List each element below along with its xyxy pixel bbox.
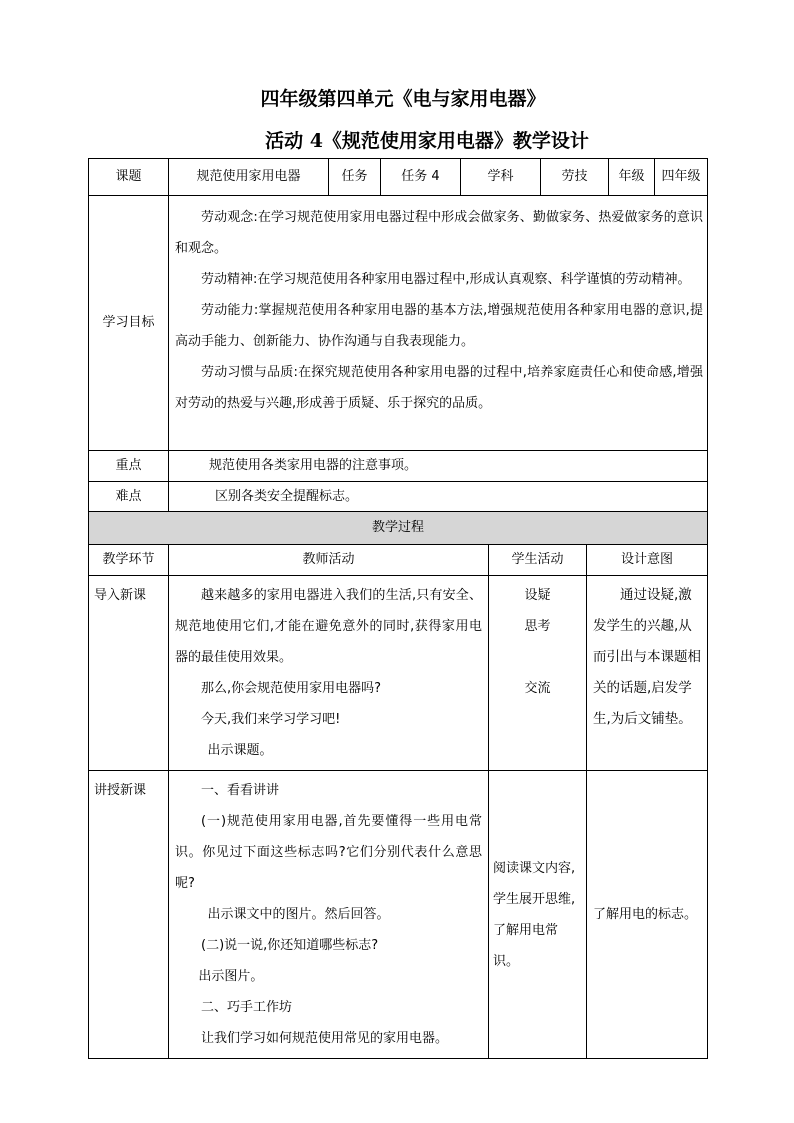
teacher-paragraph: 出示图片。 [198, 969, 264, 984]
topic-label: 课题 [89, 159, 169, 196]
intro-design-intent [587, 576, 708, 771]
objectives-label: 学习目标 [89, 196, 169, 451]
teacher-paragraph: (一)规范使用家用电器,首先要懂得一些用电常识。你见过下面这些标志吗?它们分别代表什么意思呢? [175, 814, 482, 891]
task-value: 任务 4 [381, 159, 461, 196]
subject-value: 劳技 [541, 159, 609, 196]
column-header: 设计意图 [587, 545, 708, 576]
key-point-row [89, 451, 708, 482]
lecture-teacher-activity [169, 771, 489, 1059]
teacher-paragraph: 让我们学习如何规范使用常见的家用电器。 [201, 1031, 449, 1046]
difficulty-row [89, 482, 708, 513]
teacher-paragraph: 出示课文中的图片。然后回答。 [207, 907, 390, 922]
difficulty-value: 区别各类安全提醒标志。 [169, 482, 708, 513]
intro-teacher-activity [169, 576, 489, 771]
topic-value: 规范使用家用电器 [169, 159, 329, 196]
intro-stage: 导入新课 [89, 576, 169, 771]
teacher-paragraph: 今天,我们来学习学习吧! [201, 712, 341, 727]
grade-value: 四年级 [655, 159, 708, 196]
header-row [89, 159, 708, 196]
teacher-paragraph: 一、看看讲讲 [201, 783, 280, 798]
objectives-content [169, 196, 708, 451]
teaching-process-table [88, 511, 708, 1059]
student-activity-item: 交流 [524, 681, 551, 696]
column-header: 教学环节 [89, 545, 169, 576]
lecture-student-activity: 阅读课文内容,学生展开思维,了解用电常识。 [489, 771, 587, 1059]
design-intent-text: 通过设疑,激发学生的兴趣,从而引出与本课题相关的话题,启发学生,为后文铺垫。 [593, 587, 701, 727]
objective-paragraph: 劳动习惯与品质:在探究规范使用各种家用电器的过程中,培养家庭责任心和使命感,增强对劳动的热爱与兴趣,形成善于质疑、乐于探究的品质。 [175, 365, 703, 411]
column-header-row [89, 545, 708, 576]
student-activity-item [489, 642, 586, 673]
lecture-stage: 讲授新课 [89, 771, 169, 1059]
objectives-row [89, 196, 708, 451]
key-point-label: 重点 [89, 451, 169, 482]
grade-label: 年级 [609, 159, 655, 196]
intro-row [89, 576, 708, 771]
column-header: 学生活动 [489, 545, 587, 576]
section-header-row [89, 512, 708, 545]
student-activity-item: 设疑 [524, 588, 551, 603]
lecture-design-intent: 了解用电的标志。 [587, 771, 708, 1059]
objective-paragraph: 劳动能力:掌握规范使用各种家用电器的基本方法,增强规范使用各种家用电器的意识,提高动手能力、创新能力、协作沟通与自我表现能力。 [175, 303, 703, 349]
intro-student-activity [489, 576, 587, 771]
column-header: 教师活动 [169, 545, 489, 576]
task-label: 任务 [329, 159, 381, 196]
teacher-paragraph: 二、巧手工作坊 [201, 1000, 293, 1015]
teacher-paragraph: 那么,你会规范使用家用电器吗? [201, 681, 382, 696]
subject-label: 学科 [461, 159, 541, 196]
key-point-value: 规范使用各类家用电器的注意事项。 [169, 451, 708, 482]
lecture-row [89, 771, 708, 1059]
student-activity-item: 思考 [524, 619, 551, 634]
document-subtitle: 活动 4《规范使用家用电器》教学设计 [265, 130, 589, 152]
lesson-info-table [88, 158, 708, 513]
teacher-paragraph: (二)说一说,你还知道哪些标志? [201, 938, 379, 953]
document-title: 四年级第四单元《电与家用电器》 [260, 88, 546, 110]
teacher-paragraph: 出示课题。 [207, 743, 273, 758]
teacher-paragraph: 越来越多的家用电器进入我们的生活,只有安全、规范地使用它们,才能在避免意外的同时,获得家用电器的最佳使用效果。 [175, 588, 482, 665]
section-title: 教学过程 [89, 512, 708, 545]
objective-paragraph: 劳动精神:在学习规范使用各种家用电器过程中,形成认真观察、科学谨慎的劳动精神。 [201, 272, 691, 287]
objective-paragraph: 劳动观念:在学习规范使用家用电器过程中形成会做家务、勤做家务、热爱做家务的意识和观念。 [175, 210, 703, 256]
difficulty-label: 难点 [89, 482, 169, 513]
